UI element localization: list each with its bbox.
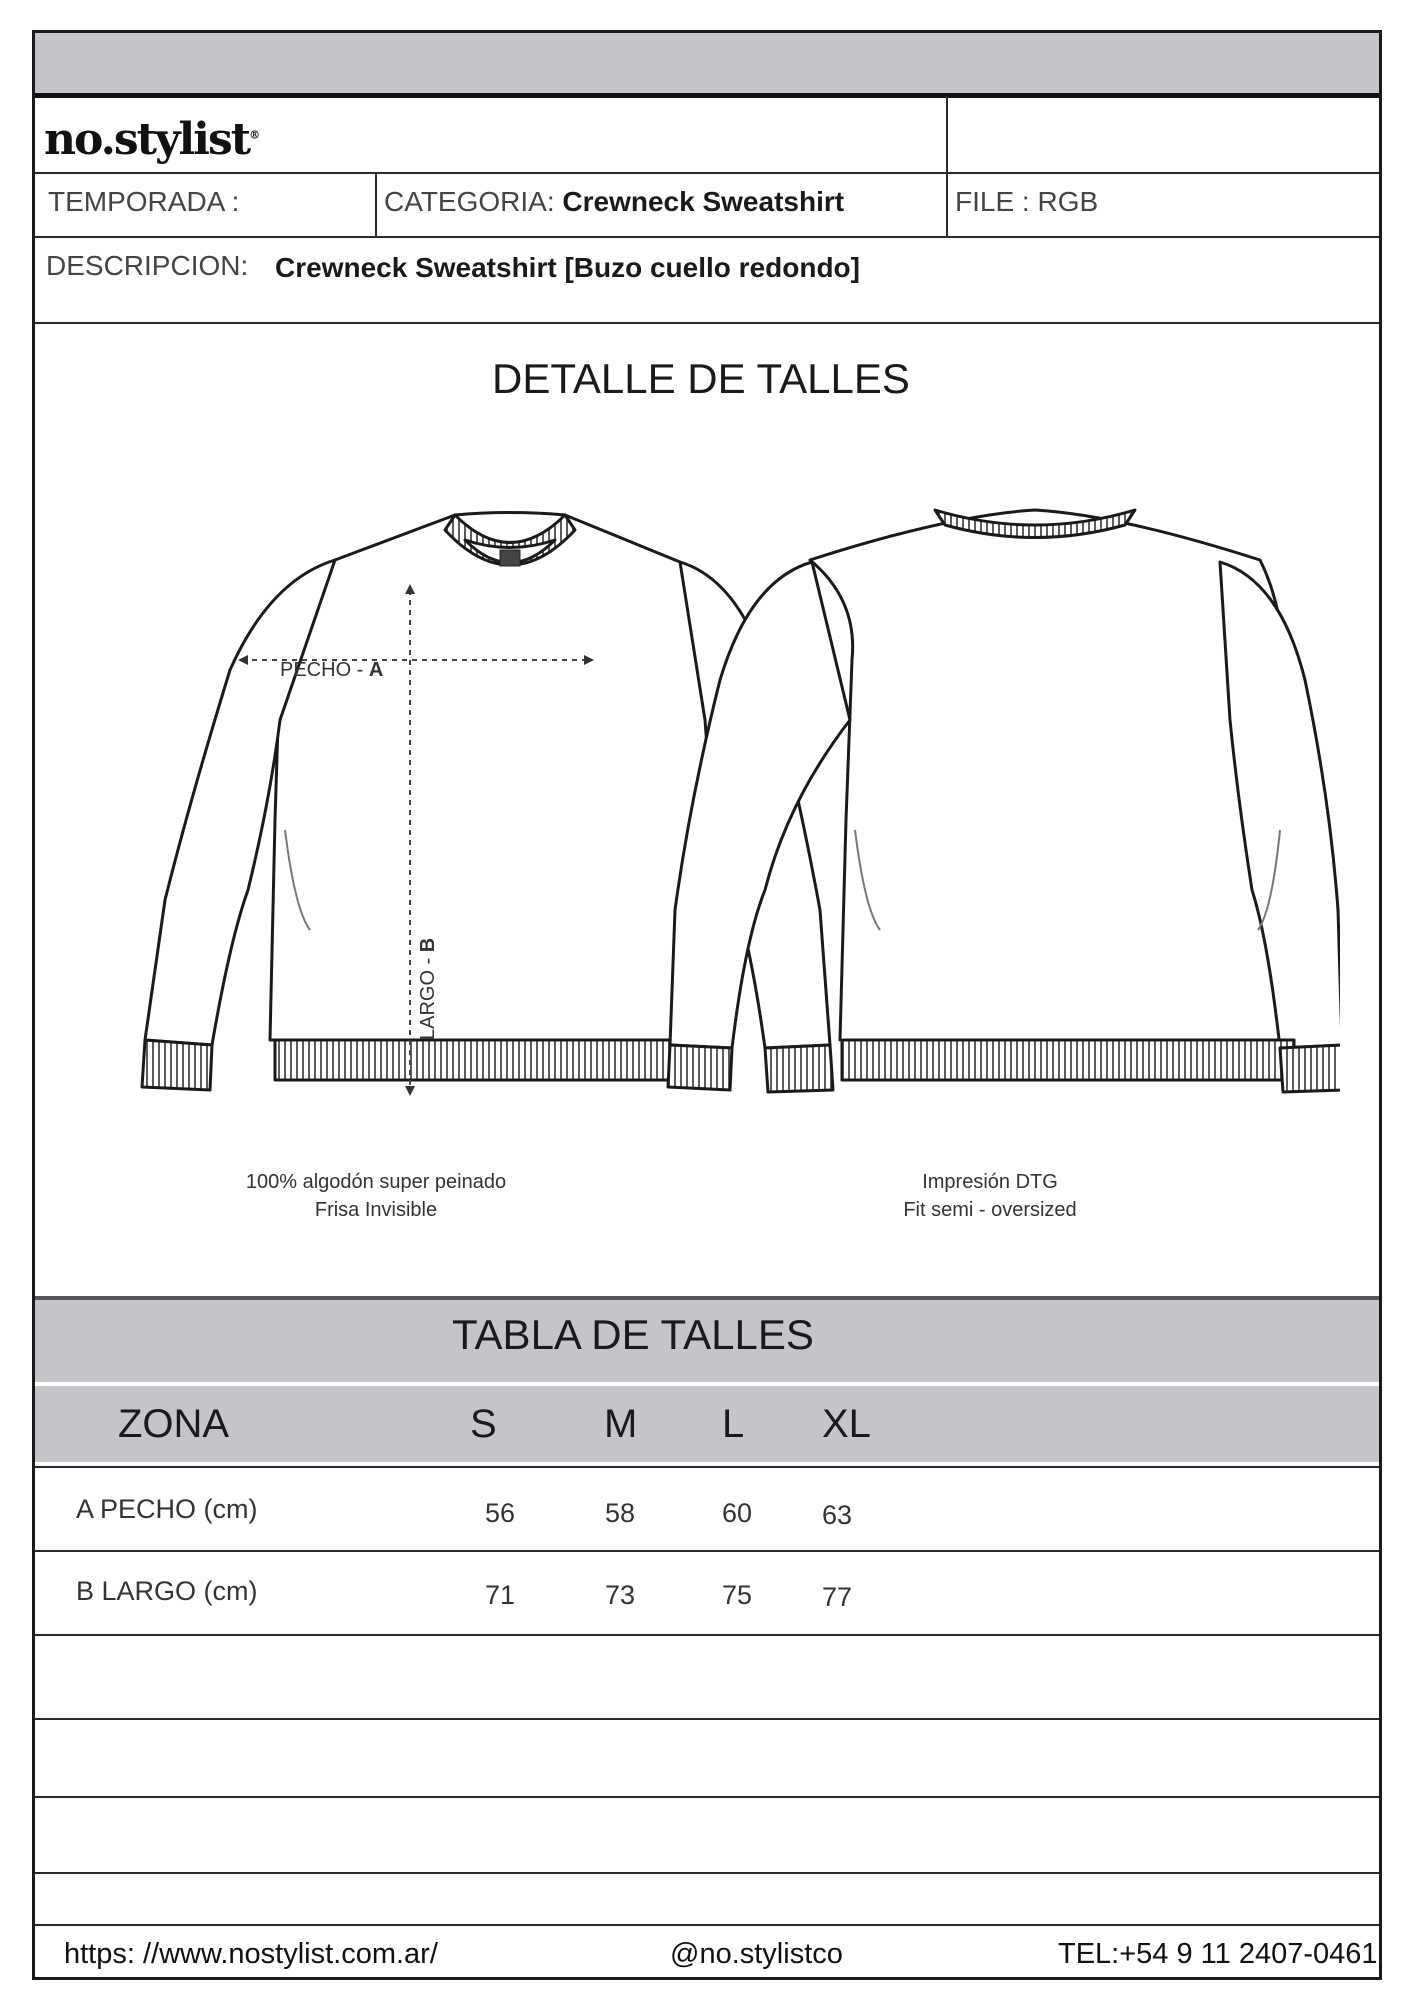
size-header-l: L (722, 1402, 745, 1446)
zone-header: ZONA (118, 1402, 230, 1446)
row-largo-l: 75 (722, 1580, 753, 1610)
temporada-label: TEMPORADA : (48, 186, 240, 217)
footer-instagram[interactable]: @no.stylistco (670, 1938, 843, 1970)
header-rule-3 (35, 322, 1379, 324)
size-header-m: M (604, 1402, 638, 1446)
top-gray-bar (35, 33, 1379, 98)
size-header-s: S (470, 1402, 497, 1446)
header-divider-right (946, 96, 948, 236)
footer-phone: TEL:+54 9 11 2407-0461 (1058, 1938, 1378, 1970)
sweatshirt-illustration (120, 470, 1340, 1120)
descripcion-text: Crewneck Sweatshirt [Buzo cuello redondo] (275, 252, 860, 283)
row-largo-xl: 77 (822, 1582, 853, 1612)
table-rule-4 (35, 1796, 1379, 1798)
row-largo-m: 73 (605, 1580, 636, 1610)
table-rule-2 (35, 1634, 1379, 1636)
row-pecho-s: 56 (485, 1498, 516, 1528)
header-rule-1 (35, 172, 1379, 174)
categoria-value: Crewneck Sweatshirt (562, 186, 845, 217)
table-rule-3 (35, 1718, 1379, 1720)
table-rule-1 (35, 1550, 1379, 1552)
table-rule-top (35, 1466, 1379, 1468)
row-largo-s: 71 (485, 1580, 516, 1610)
row-pecho-xl: 63 (822, 1500, 853, 1530)
descripcion-label: DESCRIPCION: (46, 250, 249, 281)
detalle-title: DETALLE DE TALLES (492, 355, 910, 402)
size-header-xl: XL (822, 1402, 871, 1446)
categoria-field (384, 188, 844, 216)
registered-mark: ® (249, 128, 261, 142)
brand-logo-text: no.stylist (44, 114, 250, 165)
file-label: FILE : RGB (955, 186, 1099, 217)
row-pecho-zone: A PECHO (cm) (76, 1494, 258, 1524)
tabla-header-band (35, 1386, 1379, 1462)
caption-right-line-1: Impresión DTG (922, 1171, 1058, 1193)
tabla-title: TABLA DE TALLES (452, 1311, 814, 1358)
table-rule-5 (35, 1872, 1379, 1874)
caption-left-line-2: Frisa Invisible (314, 1199, 438, 1221)
row-largo-zone: B LARGO (cm) (76, 1576, 258, 1606)
chest-label: PECHO - A (280, 659, 384, 681)
row-pecho-l: 60 (722, 1498, 753, 1528)
caption-right-line-2: Fit semi - oversized (903, 1199, 1077, 1221)
footer-rule (35, 1924, 1379, 1926)
caption-left-line-1: 100% algodón super peinado (245, 1171, 507, 1193)
brand-logo (44, 114, 261, 165)
length-arrow-bottom (405, 1086, 415, 1096)
caption-right (780, 1168, 1200, 1224)
descripcion-value (275, 254, 860, 282)
caption-left (166, 1168, 586, 1224)
length-label: LARGO - B (417, 937, 439, 1040)
categoria-label: CATEGORIA: (384, 186, 555, 217)
header-rule-2 (35, 236, 1379, 238)
header-divider-left (375, 172, 377, 236)
row-pecho-m: 58 (605, 1498, 636, 1528)
footer-website[interactable]: https: //www.nostylist.com.ar/ (64, 1938, 438, 1970)
